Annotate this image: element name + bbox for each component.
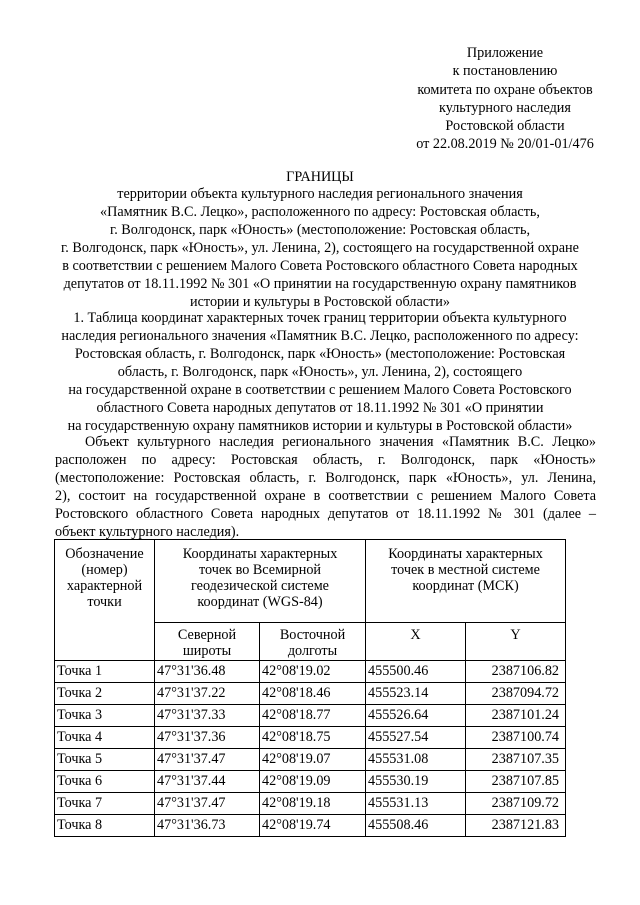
cell-north: 47°31'36.73 [155, 815, 260, 837]
cell-east: 42°08'18.46 [260, 683, 366, 705]
cell-north: 47°31'37.36 [155, 727, 260, 749]
cell-y: 2387107.85 [466, 771, 566, 793]
table-row [55, 705, 566, 727]
intro-line: Объект культурного наследия регионального значения «Памятник В.С. Лецко» [85, 434, 596, 450]
title-line: г. Волгодонск, парк «Юность» (местоположение: Ростовская область, [109, 222, 530, 238]
intro-line: расположен по адресу: Ростовская область, г. Волгодонск, парк «Юность» [55, 452, 596, 468]
appendix-line: от 22.08.2019 № 20/01-01/476 [416, 136, 594, 153]
cell-x: 455531.08 [366, 749, 466, 771]
title-line: истории и культуры в Ростовской области» [190, 294, 450, 310]
title-line: в соответствии с решением Малого Совета Ростовского областного Совета народных [62, 258, 578, 274]
cell-x: 455508.46 [366, 815, 466, 837]
header-msk: Координаты характерных точек в местной системе координат (МСК) [366, 540, 566, 623]
cell-y: 2387121.83 [466, 815, 566, 837]
table-row [55, 683, 566, 705]
section-heading-line: Ростовская область, г. Волгодонск, парк «Юность» (местоположение: Ростовская [74, 346, 566, 362]
cell-y: 2387100.74 [466, 727, 566, 749]
cell-y: 2387094.72 [466, 683, 566, 705]
cell-y: 2387109.72 [466, 793, 566, 815]
cell-y: 2387107.35 [466, 749, 566, 771]
cell-point: Точка 8 [55, 815, 155, 837]
table-row [55, 749, 566, 771]
intro-line: Ростовского областного Совета народных депутатов от 18.11.1992 № 301 (далее – [55, 506, 596, 522]
cell-point: Точка 2 [55, 683, 155, 705]
section-heading-line: 1. Таблица координат характерных точек границ территории объекта культурного [73, 310, 567, 326]
cell-east: 42°08'19.18 [260, 793, 366, 815]
section-heading-line: область, г. Волгодонск, парк «Юность», ул. Ленина, 2), состоящего [117, 364, 523, 380]
section-heading-line: на государственную охрану памятников истории и культуры в Ростовской области» [67, 418, 573, 434]
cell-north: 47°31'37.44 [155, 771, 260, 793]
table-row [55, 793, 566, 815]
section-heading-line: наследия регионального значения «Памятник В.С. Лецко, расположенного по адресу: [61, 328, 579, 344]
intro-line: (местоположение: Ростовская область, г. Волгодонск, парк «Юность», ул. Ленина, [55, 470, 596, 486]
cell-east: 42°08'19.09 [260, 771, 366, 793]
table-row [55, 727, 566, 749]
section-heading-line: областного Совета народных депутатов от 18.11.1992 № 301 «О принятии [96, 400, 544, 416]
appendix-line: Приложение [466, 45, 544, 61]
appendix-line: культурного наследия [439, 99, 571, 116]
cell-point: Точка 1 [55, 661, 155, 683]
cell-x: 455526.64 [366, 705, 466, 727]
table-body [55, 661, 566, 837]
cell-east: 42°08'18.75 [260, 727, 366, 749]
intro-line: объект культурного наследия). [55, 524, 240, 540]
cell-x: 455500.46 [366, 661, 466, 683]
header-designation: Обозначение (номер) характерной точки [55, 540, 155, 661]
cell-east: 42°08'18.77 [260, 705, 366, 727]
cell-north: 47°31'36.48 [155, 661, 260, 683]
table-row [55, 661, 566, 683]
intro-line: 2), состоит на государственной охране в соответствии с решением Малого Совета [55, 488, 596, 504]
cell-x: 455523.14 [366, 683, 466, 705]
header-x: X [366, 623, 466, 661]
cell-x: 455531.13 [366, 793, 466, 815]
title-line: «Памятник В.С. Лецко», расположенного по адресу: Ростовская область, [100, 204, 540, 220]
table-row [55, 771, 566, 793]
title-line: г. Волгодонск, парк «Юность», ул. Ленина, 2), состоящего на государственной охране [61, 240, 579, 256]
section-heading-line: на государственной охране в соответствии с решением Малого Совета Ростовского [68, 382, 572, 398]
table-row [55, 815, 566, 837]
cell-north: 47°31'37.22 [155, 683, 260, 705]
cell-y: 2387106.82 [466, 661, 566, 683]
title-line: депутатов от 18.11.1992 № 301 «О принятии на государственную охрану памятников [63, 276, 577, 292]
header-wgs: Координаты характерных точек во Всемирной геодезической системе координат (WGS-84) [155, 540, 366, 623]
appendix-line: к постановлению [452, 63, 558, 80]
cell-point: Точка 6 [55, 771, 155, 793]
header-north: Северной широты [155, 623, 260, 661]
cell-north: 47°31'37.33 [155, 705, 260, 727]
cell-north: 47°31'37.47 [155, 749, 260, 771]
cell-point: Точка 7 [55, 793, 155, 815]
cell-east: 42°08'19.74 [260, 815, 366, 837]
cell-point: Точка 5 [55, 749, 155, 771]
header-east: Восточной долготы [260, 623, 366, 661]
cell-y: 2387101.24 [466, 705, 566, 727]
title-line: территории объекта культурного наследия регионального значения [117, 186, 523, 202]
appendix-line: комитета по охране объектов [417, 81, 593, 98]
cell-x: 455527.54 [366, 727, 466, 749]
appendix-block [380, 44, 630, 154]
header-y: Y [466, 623, 566, 661]
page-title: ГРАНИЦЫ [286, 169, 354, 185]
intro-paragraph [55, 433, 596, 541]
cell-point: Точка 3 [55, 705, 155, 727]
coordinates-table [54, 539, 566, 837]
cell-x: 455530.19 [366, 771, 466, 793]
cell-east: 42°08'19.07 [260, 749, 366, 771]
table-header-row [55, 540, 566, 623]
appendix-line: Ростовской области [445, 118, 565, 135]
cell-point: Точка 4 [55, 727, 155, 749]
cell-east: 42°08'19.02 [260, 661, 366, 683]
cell-north: 47°31'37.47 [155, 793, 260, 815]
